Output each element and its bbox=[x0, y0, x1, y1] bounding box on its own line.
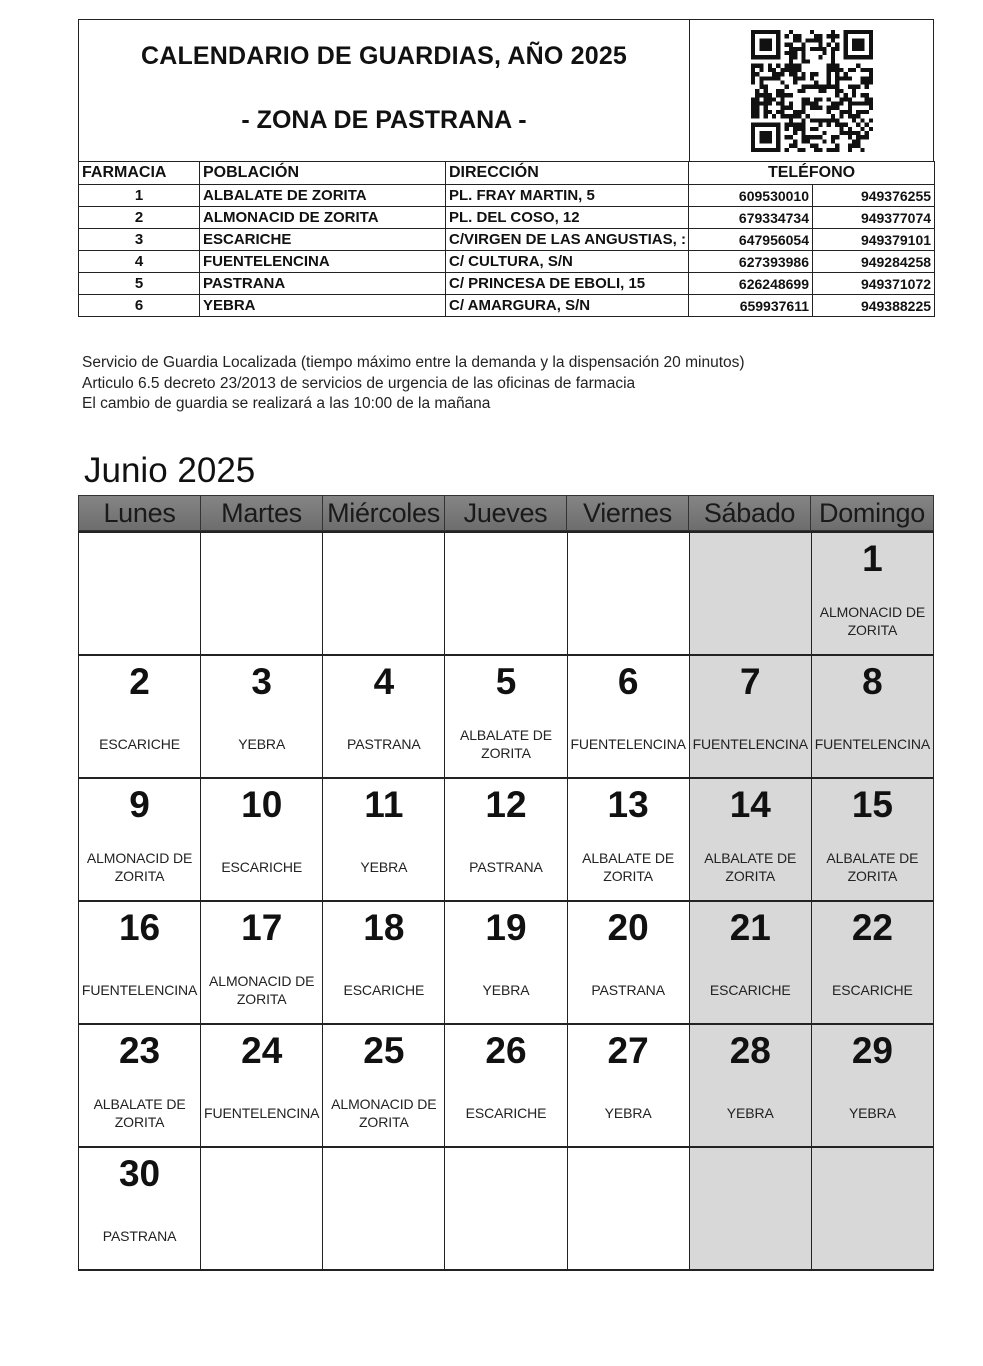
calendar-day-cell bbox=[201, 900, 323, 1023]
calendar-empty-cell bbox=[445, 1146, 567, 1269]
day-number: 8 bbox=[862, 661, 883, 702]
day-number: 3 bbox=[251, 661, 272, 702]
pharmacy-landline: 949376255 bbox=[813, 185, 935, 207]
page-title: CALENDARIO DE GUARDIAS, AÑO 2025 bbox=[140, 42, 628, 70]
day-number: 13 bbox=[607, 784, 649, 825]
calendar-empty-cell bbox=[201, 531, 323, 654]
pharmacy-town: ALMONACID DE ZORITA bbox=[200, 207, 446, 229]
calendar-day-cell bbox=[568, 777, 690, 900]
table-row bbox=[79, 273, 935, 295]
day-number: 22 bbox=[851, 907, 893, 948]
table-header-row bbox=[79, 162, 935, 185]
pharmacy-mobile: 626248699 bbox=[689, 273, 813, 295]
on-duty-pharmacy: ALBALATE DE ZORITA bbox=[826, 850, 919, 884]
day-number: 12 bbox=[485, 784, 527, 825]
pharmacy-address: C/ PRINCESA DE EBOLI, 15 bbox=[446, 273, 689, 295]
header-box bbox=[78, 19, 934, 162]
calendar-empty-cell bbox=[445, 531, 567, 654]
calendar-empty-cell bbox=[201, 1146, 323, 1269]
on-duty-pharmacy: ALMONACID DE ZORITA bbox=[819, 604, 926, 638]
on-duty-pharmacy: FUENTELENCINA bbox=[814, 736, 931, 752]
calendar-day-cell bbox=[690, 900, 812, 1023]
header-title-area bbox=[79, 20, 690, 161]
day-number: 21 bbox=[729, 907, 771, 948]
pharmacy-town: FUENTELENCINA bbox=[200, 251, 446, 273]
note-line: El cambio de guardia se realizará a las 10:00 de la mañana bbox=[82, 395, 491, 412]
on-duty-pharmacy: ALBALATE DE ZORITA bbox=[582, 850, 675, 884]
pharmacy-number: 2 bbox=[79, 207, 200, 229]
calendar-day-cell bbox=[445, 900, 567, 1023]
calendar-day-cell bbox=[568, 900, 690, 1023]
calendar-day-cell bbox=[201, 1023, 323, 1146]
calendar-empty-cell bbox=[323, 531, 445, 654]
pharmacy-table bbox=[78, 161, 935, 317]
calendar-day-cell bbox=[323, 777, 445, 900]
day-number: 14 bbox=[729, 784, 771, 825]
day-number: 5 bbox=[495, 661, 517, 702]
on-duty-pharmacy: ESCARICHE bbox=[832, 982, 913, 998]
day-number: 29 bbox=[851, 1030, 893, 1071]
month-title: Junio 2025 bbox=[84, 451, 256, 490]
calendar-day-cell bbox=[79, 1146, 201, 1269]
on-duty-pharmacy: ESCARICHE bbox=[709, 982, 791, 998]
table-row bbox=[79, 229, 935, 251]
weekday-label: Viernes bbox=[567, 496, 689, 530]
weekday-label: Domingo bbox=[819, 498, 925, 528]
calendar-empty-cell bbox=[690, 531, 812, 654]
calendar-grid bbox=[78, 495, 934, 1271]
weekday-label: Martes bbox=[201, 496, 323, 530]
calendar-empty-cell bbox=[79, 531, 201, 654]
calendar-day-cell bbox=[201, 777, 323, 900]
calendar-day-cell bbox=[812, 1023, 934, 1146]
calendar-day-cell bbox=[79, 900, 201, 1023]
weekday-label: Miércoles bbox=[323, 496, 445, 530]
calendar-day-cell bbox=[812, 654, 934, 777]
pharmacy-address: C/ AMARGURA, S/N bbox=[446, 295, 689, 317]
table-row bbox=[79, 207, 935, 229]
calendar-day-cell bbox=[812, 900, 934, 1023]
pharmacy-number: 6 bbox=[79, 295, 200, 317]
calendar-day-cell bbox=[79, 777, 201, 900]
day-number: 18 bbox=[363, 907, 405, 948]
calendar-body bbox=[78, 531, 934, 1271]
calendar-empty-cell bbox=[568, 1146, 690, 1269]
note-line: Servicio de Guardia Localizada (tiempo máximo entre la demanda y la dispensación 20 minutos) bbox=[82, 354, 745, 371]
day-number: 6 bbox=[617, 661, 639, 702]
pharmacy-number: 4 bbox=[79, 251, 200, 273]
pharmacy-landline: 949379101 bbox=[813, 229, 935, 251]
day-number: 28 bbox=[729, 1030, 771, 1071]
on-duty-pharmacy: YEBRA bbox=[238, 736, 286, 752]
col-direccion: DIRECCIÓN bbox=[446, 162, 689, 185]
day-number: 20 bbox=[607, 907, 649, 948]
on-duty-pharmacy: ESCARICHE bbox=[99, 736, 180, 752]
on-duty-pharmacy: YEBRA bbox=[482, 982, 530, 998]
on-duty-pharmacy: FUENTELENCINA bbox=[570, 736, 686, 752]
on-duty-pharmacy: YEBRA bbox=[848, 1105, 896, 1121]
on-duty-pharmacy: PASTRANA bbox=[469, 859, 543, 875]
calendar-day-cell bbox=[323, 1023, 445, 1146]
calendar-day-cell bbox=[690, 654, 812, 777]
col-telefono: TELÉFONO bbox=[689, 162, 935, 185]
pharmacy-address: PL. FRAY MARTIN, 5 bbox=[446, 185, 689, 207]
on-duty-pharmacy: FUENTELENCINA bbox=[692, 736, 808, 752]
weekday-label: Lunes bbox=[79, 496, 201, 530]
day-number: 10 bbox=[241, 784, 283, 825]
weekday-header bbox=[78, 495, 934, 531]
calendar-empty-cell bbox=[690, 1146, 812, 1269]
day-number: 2 bbox=[129, 661, 150, 702]
day-number: 23 bbox=[118, 1030, 161, 1071]
on-duty-pharmacy: ESCARICHE bbox=[221, 859, 303, 875]
day-number: 27 bbox=[607, 1030, 649, 1071]
pharmacy-mobile: 609530010 bbox=[689, 185, 813, 207]
on-duty-pharmacy: FUENTELENCINA bbox=[81, 982, 198, 998]
weekday-label: Jueves bbox=[445, 496, 567, 530]
col-poblacion: POBLACIÓN bbox=[200, 162, 446, 185]
day-number: 4 bbox=[373, 661, 395, 702]
on-duty-pharmacy: ESCARICHE bbox=[465, 1105, 547, 1121]
on-duty-pharmacy: YEBRA bbox=[726, 1105, 774, 1121]
col-farmacia: FARMACIA bbox=[79, 162, 200, 185]
on-duty-pharmacy: PASTRANA bbox=[591, 982, 665, 998]
day-number: 30 bbox=[118, 1153, 161, 1194]
calendar-day-cell bbox=[568, 654, 690, 777]
on-duty-pharmacy: ALMONACID DE ZORITA bbox=[209, 973, 315, 1007]
day-number: 15 bbox=[851, 784, 893, 825]
pharmacy-mobile: 627393986 bbox=[689, 251, 813, 273]
note-line: Articulo 6.5 decreto 23/2013 de servicios de urgencia de las oficinas de farmacia bbox=[82, 374, 636, 392]
day-number: 24 bbox=[241, 1030, 283, 1071]
calendar-day-cell bbox=[79, 654, 201, 777]
table-row bbox=[79, 185, 935, 207]
pharmacy-address: PL. DEL COSO, 12 bbox=[446, 207, 689, 229]
pharmacy-number: 5 bbox=[79, 273, 200, 295]
on-duty-pharmacy: FUENTELENCINA bbox=[204, 1105, 320, 1121]
pharmacy-landline: 949371072 bbox=[813, 273, 935, 295]
calendar-day-cell bbox=[568, 1023, 690, 1146]
calendar-empty-cell bbox=[812, 1146, 934, 1269]
day-number: 17 bbox=[241, 907, 283, 948]
day-number: 1 bbox=[862, 538, 883, 579]
calendar-day-cell bbox=[323, 654, 445, 777]
on-duty-pharmacy: PASTRANA bbox=[102, 1228, 177, 1244]
day-number: 16 bbox=[118, 907, 161, 948]
pharmacy-town: PASTRANA bbox=[200, 273, 446, 295]
pharmacy-mobile: 647956054 bbox=[689, 229, 813, 251]
pharmacy-number: 3 bbox=[79, 229, 200, 251]
calendar-day-cell bbox=[445, 654, 567, 777]
on-duty-pharmacy: ALBALATE DE ZORITA bbox=[704, 850, 797, 884]
calendar-day-cell bbox=[445, 1023, 567, 1146]
calendar-day-cell bbox=[445, 777, 567, 900]
on-duty-pharmacy: ALBALATE DE ZORITA bbox=[93, 1096, 186, 1130]
calendar-empty-cell bbox=[568, 531, 690, 654]
pharmacy-address: C/ CULTURA, S/N bbox=[446, 251, 689, 273]
table-row bbox=[79, 251, 935, 273]
on-duty-pharmacy: YEBRA bbox=[604, 1105, 652, 1121]
zone-subtitle: - ZONA DE PASTRANA - bbox=[241, 106, 527, 134]
calendar-empty-cell bbox=[323, 1146, 445, 1269]
pharmacy-mobile: 679334734 bbox=[689, 207, 813, 229]
table-row bbox=[79, 295, 935, 317]
pharmacy-landline: 949388225 bbox=[813, 295, 935, 317]
on-duty-pharmacy: ALMONACID DE ZORITA bbox=[331, 1096, 437, 1130]
calendar-day-cell bbox=[690, 777, 812, 900]
day-number: 26 bbox=[485, 1030, 527, 1071]
pharmacy-town: YEBRA bbox=[200, 295, 446, 317]
calendar-day-cell bbox=[812, 777, 934, 900]
on-duty-pharmacy: ALBALATE DE ZORITA bbox=[459, 727, 552, 761]
day-number: 11 bbox=[364, 784, 404, 825]
calendar-day-cell bbox=[323, 900, 445, 1023]
pharmacy-town: ESCARICHE bbox=[200, 229, 446, 251]
pharmacy-mobile: 659937611 bbox=[689, 295, 813, 317]
qr-code-icon bbox=[744, 30, 880, 152]
day-number: 9 bbox=[129, 784, 150, 825]
calendar-day-cell bbox=[201, 654, 323, 777]
pharmacy-landline: 949284258 bbox=[813, 251, 935, 273]
day-number: 19 bbox=[485, 907, 527, 948]
on-duty-pharmacy: PASTRANA bbox=[347, 736, 421, 752]
pharmacy-number: 1 bbox=[79, 185, 200, 207]
pharmacy-town: ALBALATE DE ZORITA bbox=[200, 185, 446, 207]
day-number: 25 bbox=[363, 1030, 405, 1071]
pharmacy-landline: 949377074 bbox=[813, 207, 935, 229]
service-notes bbox=[82, 353, 745, 415]
on-duty-pharmacy: YEBRA bbox=[360, 859, 408, 875]
calendar-day-cell bbox=[690, 1023, 812, 1146]
weekday-label: Sábado bbox=[689, 496, 811, 530]
pharmacy-address: C/VIRGEN DE LAS ANGUSTIAS, : bbox=[446, 229, 689, 251]
day-number: 7 bbox=[739, 661, 761, 702]
calendar-day-cell bbox=[79, 1023, 201, 1146]
on-duty-pharmacy: ALMONACID DE ZORITA bbox=[86, 850, 193, 884]
on-duty-pharmacy: ESCARICHE bbox=[343, 982, 425, 998]
calendar-day-cell bbox=[812, 531, 934, 654]
